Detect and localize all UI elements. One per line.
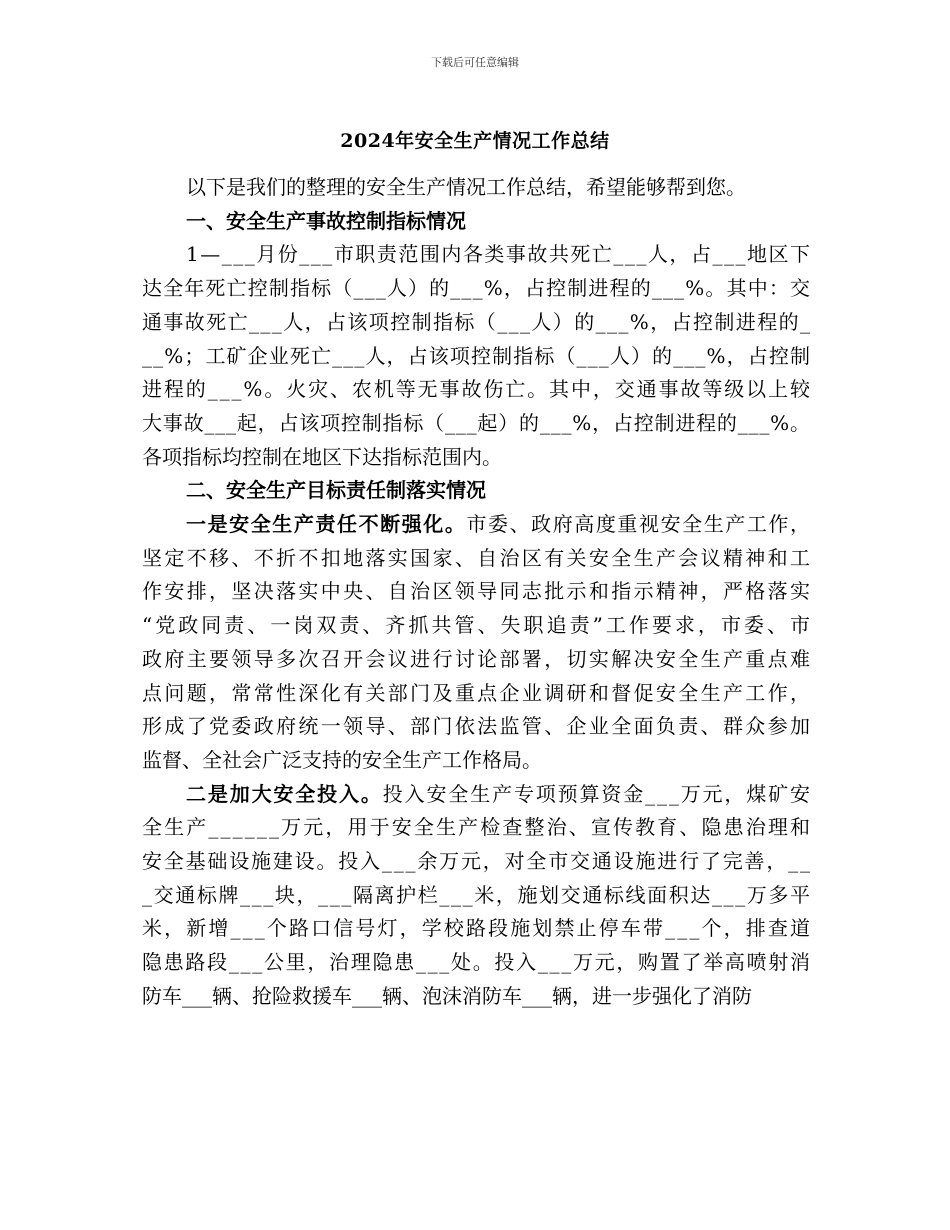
paragraph-line xyxy=(186,243,812,265)
paragraph-line xyxy=(142,951,812,973)
paragraph-line xyxy=(142,682,812,704)
paragraph-line xyxy=(186,176,746,198)
paragraph-text: 形成了党委政府统一领导、部门依法监管、企业全面负责、群众参加 xyxy=(142,714,813,739)
paragraph-lead: 二是加大安全投入。 xyxy=(186,781,383,806)
paragraph-text: 隐患路段___公里，治理隐患___处。投入___万元，购置了举高喷射消 xyxy=(142,950,812,975)
paragraph-lead: 一是安全生产责任不断强化。 xyxy=(186,512,467,536)
paragraph-text: 各项指标均控制在地区下达指标范围内。 xyxy=(142,444,502,469)
paragraph-line xyxy=(142,985,752,1007)
paragraph-text: 点问题，常常性深化有关部门及重点企业调研和督促安全生产工作， xyxy=(142,680,813,705)
paragraph-line xyxy=(142,580,812,602)
paragraph-line xyxy=(142,884,812,906)
paragraph-line xyxy=(142,648,812,670)
paragraph-text: 监督、全社会广泛支持的安全生产工作格局。 xyxy=(142,747,542,772)
paragraph-text: 米，新增___个路口信号灯，学校路段施划禁止停车带___个，排查道 xyxy=(142,916,813,941)
paragraph-text: 二、安全生产目标责任制落实情况 xyxy=(186,478,486,503)
paragraph-line xyxy=(142,446,502,468)
paragraph-text: 安全基础设施建设。投入___余万元，对全市交通设施进行了完善，__ xyxy=(142,849,812,873)
paragraph-line xyxy=(186,783,812,805)
paragraph-text: 全生产______万元，用于安全生产检查整治、宣传教育、隐患治理和 xyxy=(142,815,813,840)
paragraph-line xyxy=(142,749,542,771)
paragraph-text: 防车___辆、抢险救援车___辆、泡沫消防车___辆，进一步强化了消防 xyxy=(142,983,752,1008)
paragraph-text: 坚定不移、不折不扣地落实国家、自治区有关安全生产会议精神和工 xyxy=(142,545,813,570)
paragraph-line xyxy=(142,917,812,939)
paragraph-line xyxy=(142,378,812,400)
paragraph-line xyxy=(142,345,811,367)
paragraph-text: 达全年死亡控制指标（___人）的___%，占控制进程的___%。其中：交 xyxy=(142,276,812,301)
paragraph-line xyxy=(142,850,812,872)
header-note: 下载后可任意编辑 xyxy=(431,56,519,69)
paragraph-text: 以下是我们的整理的安全生产情况工作总结，希望能够帮到您。 xyxy=(186,175,746,199)
paragraph-line xyxy=(142,277,811,299)
paragraph-text: 1—___月份___市职责范围内各类事故共死亡___人，占___地区下 xyxy=(186,242,812,267)
paragraph-line xyxy=(142,715,812,737)
paragraph-line xyxy=(142,816,812,838)
paragraph-text: 投入安全生产专项预算资金___万元，煤矿安 xyxy=(382,781,812,806)
paragraph-text: 进程的___%。火灾、农机等无事故伤亡。其中，交通事故等级以上较 xyxy=(142,377,812,402)
paragraph-text: 通事故死亡___人，占该项控制指标（___人）的___%，占控制进程的_ xyxy=(142,309,812,334)
paragraph-text: 政府主要领导多次召开会议进行讨论部署，切实解决安全生产重点难 xyxy=(142,646,813,671)
paragraph-line xyxy=(142,614,813,636)
paragraph-line xyxy=(142,547,812,569)
document-title: 2024年安全生产情况工作总结 xyxy=(340,130,610,152)
paragraph-text: 大事故___起，占该项控制指标（___起）的___%，占控制进程的___%。 xyxy=(142,410,811,435)
section-heading xyxy=(186,210,466,232)
paragraph-line xyxy=(142,412,811,434)
section-heading xyxy=(186,479,486,501)
paragraph-text: __%；工矿企业死亡___人，占该项控制指标（___人）的___%，占控制 xyxy=(142,343,812,368)
paragraph-line xyxy=(186,513,812,535)
paragraph-text: “党政同责、一岗双责、齐抓共管、失职追责”工作要求，市委、市 xyxy=(142,613,814,638)
paragraph-text: 作安排，坚决落实中央、自治区领导同志批示和指示精神，严格落实 xyxy=(142,579,813,604)
paragraph-text: 市委、政府高度重视安全生产工作， xyxy=(466,512,812,536)
paragraph-text: _交通标牌___块，___隔离护栏___米，施划交通标线面积达___万多平 xyxy=(142,882,812,907)
paragraph-line xyxy=(142,311,811,333)
paragraph-text: 一、安全生产事故控制指标情况 xyxy=(186,208,466,233)
